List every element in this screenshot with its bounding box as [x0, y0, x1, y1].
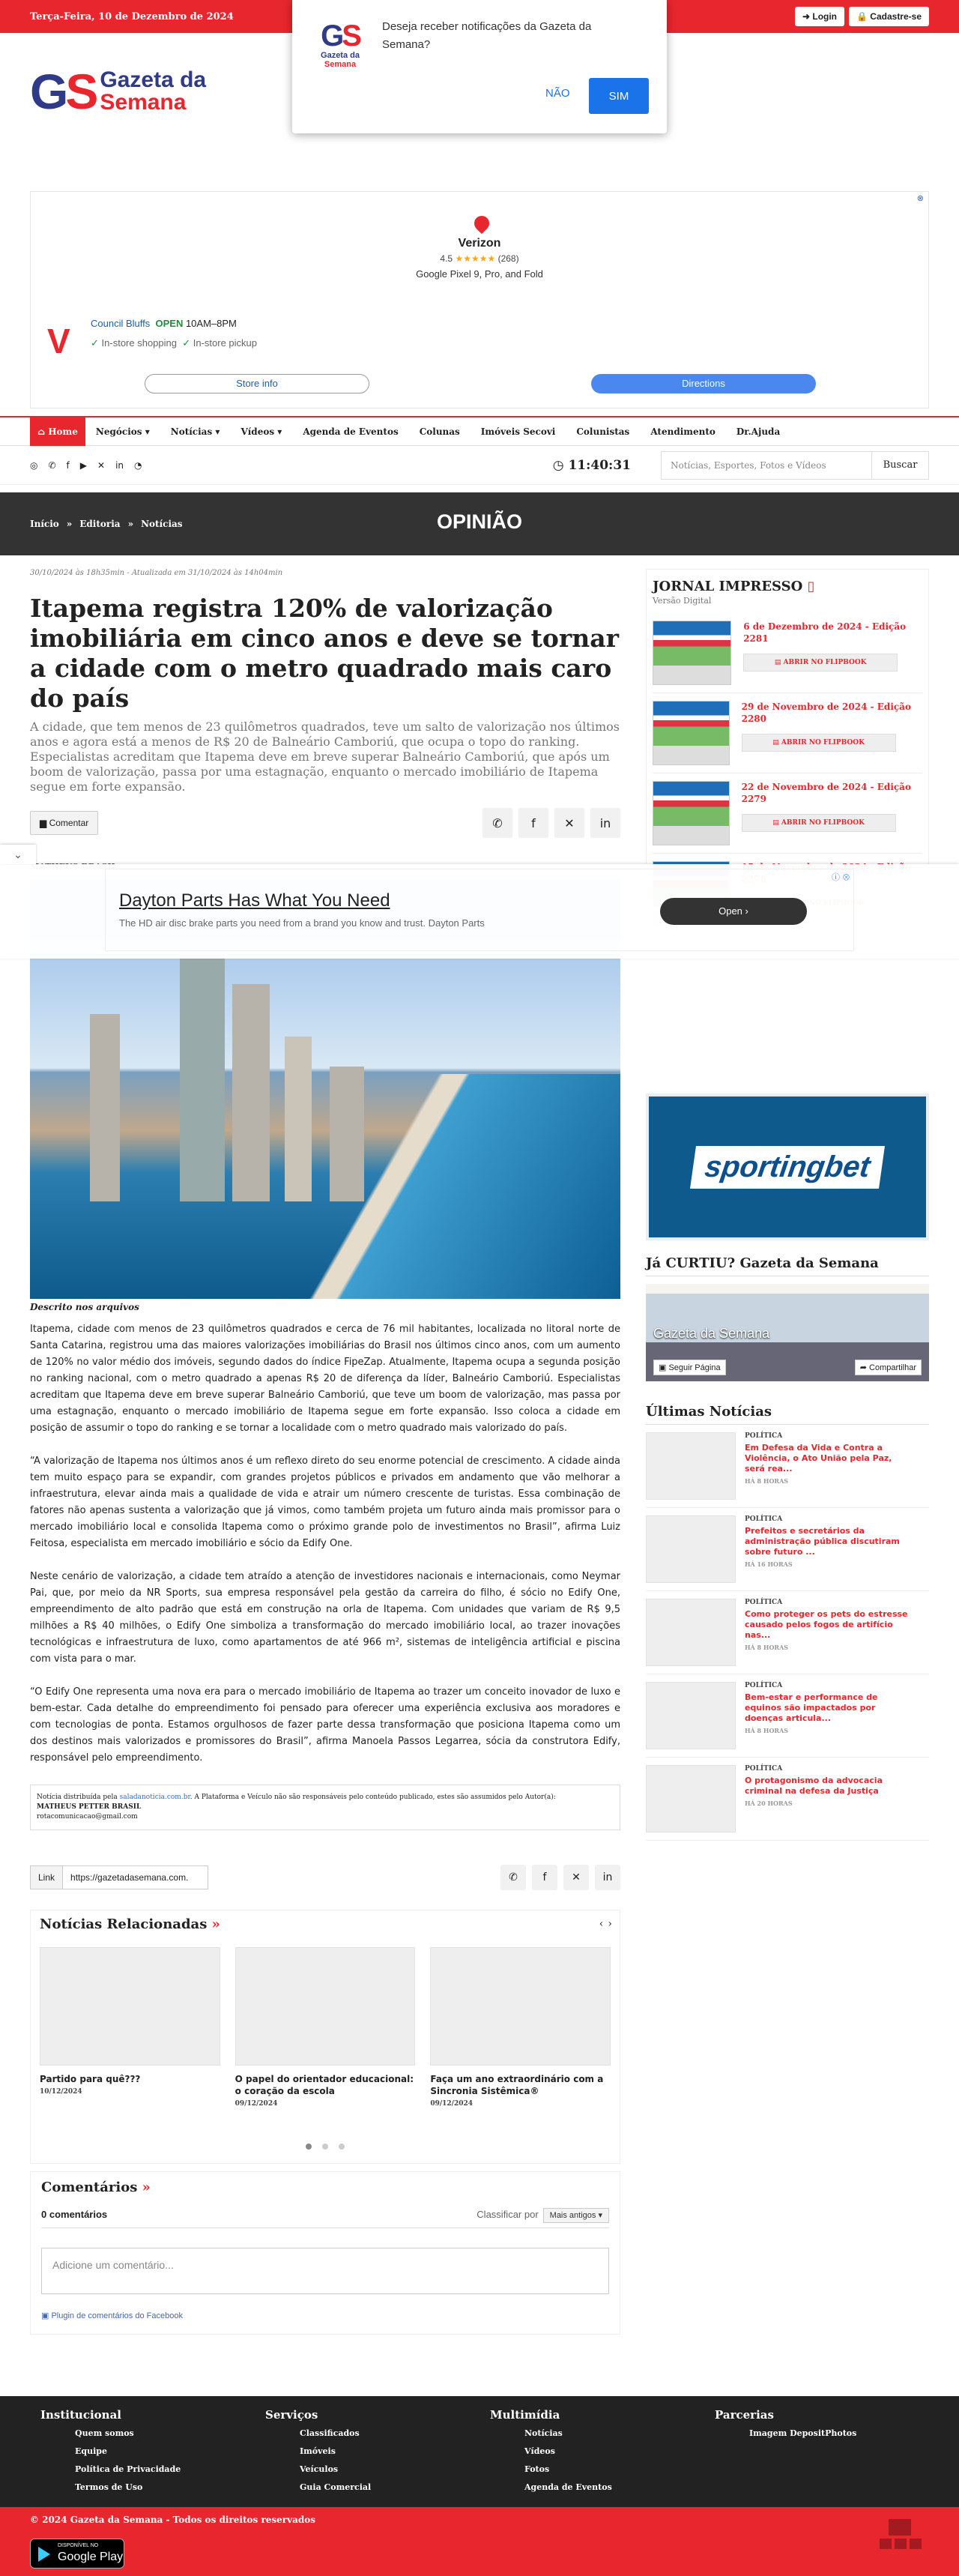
- carousel-dot[interactable]: [339, 2144, 345, 2150]
- news-category: POLÍTICA: [745, 1599, 783, 1606]
- latest-news-title: Últimas Notícias: [646, 1404, 929, 1425]
- footer-col-multimidia: [480, 2408, 704, 2497]
- nav-home[interactable]: [30, 417, 85, 446]
- news-thumb: [646, 1432, 736, 1500]
- comment-count: 0 comentários: [41, 2209, 108, 2220]
- notif-logo-g: G: [321, 19, 342, 52]
- latest-news-item[interactable]: [646, 1591, 929, 1674]
- news-title: Bem-estar e performance de equinos são impactados por doenças articula...: [745, 1692, 878, 1723]
- directions-button[interactable]: Directions: [591, 374, 816, 393]
- footer-heading: Serviços: [265, 2408, 318, 2422]
- linkedin-share-icon[interactable]: in: [595, 1865, 620, 1890]
- news-title: Como proteger os pets do estresse causado pelos fogos de artifício nas...: [745, 1609, 908, 1640]
- curtiu-title: Já CURTIU? Gazeta da Semana: [646, 1255, 929, 1276]
- login-label: Login: [812, 11, 838, 22]
- footer-link[interactable]: Veículos: [300, 2464, 339, 2474]
- ad-location: [91, 318, 237, 329]
- facebook-share-icon[interactable]: f: [532, 1865, 557, 1890]
- comments-title-text: Comentários: [41, 2180, 138, 2195]
- section-title: OPINIÃO: [436, 510, 522, 533]
- article-column: [30, 569, 620, 2335]
- notif-logo-s: S: [342, 19, 360, 52]
- fb-page-name: Gazeta da Semana: [653, 1326, 770, 1341]
- nav-agenda[interactable]: Agenda de Eventos: [303, 426, 399, 437]
- article-meta: 30/10/2024 às 18h35min - Atualizada em 31/10/2024 às 14h04min: [30, 569, 283, 577]
- jornal-title-text: JORNAL IMPRESSO: [653, 579, 803, 594]
- comment-label: Comentar: [49, 818, 89, 828]
- copyright-bar: [0, 2507, 959, 2576]
- edition-title: 29 de Novembro de 2024 - Edição 2280: [741, 702, 911, 724]
- nav-drajuda[interactable]: Dr.Ajuda: [736, 426, 781, 437]
- signup-label: Cadastre-se: [870, 11, 922, 22]
- flipbook-button[interactable]: [742, 814, 896, 832]
- ad-product: Google Pixel 9, Pro, and Fold: [416, 268, 543, 280]
- related-news: [30, 1910, 620, 2164]
- jornal-subtitle: Versão Digital: [653, 596, 712, 606]
- verizon-logo: V: [47, 322, 70, 361]
- comments-section: [30, 2171, 620, 2335]
- copyright-text: © 2024 Gazeta da Semana - Todos os direitos reservados: [30, 2515, 316, 2525]
- news-title: Prefeitos e secretários da administração pública discutiram sobre futuro ...: [745, 1526, 900, 1557]
- flipbook-label: ABRIR NO FLIPBOOK: [781, 739, 865, 746]
- footer-link[interactable]: Imóveis: [300, 2446, 336, 2456]
- notif-logo-line2: Semana: [324, 60, 357, 69]
- check-icon: ✓: [182, 337, 191, 349]
- pdf-icon: ▤: [774, 659, 784, 666]
- link-label: Link: [30, 1865, 63, 1889]
- utility-bar: [0, 446, 959, 485]
- signup-button[interactable]: [849, 7, 929, 26]
- x-share-icon[interactable]: ✕: [554, 808, 584, 838]
- footer-link[interactable]: Imagem DepositPhotos: [749, 2428, 857, 2438]
- google-play-icon: [38, 2547, 50, 2562]
- footer-link[interactable]: Termos de Uso: [75, 2482, 143, 2492]
- sidebar: [646, 569, 929, 2335]
- sportingbet-ad[interactable]: [646, 1094, 929, 1240]
- notif-logo-line1: Gazeta da: [321, 51, 360, 60]
- ad-open-status: OPEN: [155, 318, 184, 329]
- map-pin-icon: [471, 213, 492, 234]
- ad-choices-icon[interactable]: ⓘ ⊗: [831, 873, 850, 882]
- lock-icon: 🔒: [856, 11, 871, 22]
- chevron-icon: »: [142, 2180, 151, 2195]
- sort-label: Classificar por: [477, 2209, 539, 2220]
- footer: [0, 2396, 959, 2507]
- news-age: HÁ 8 HORAS: [745, 1644, 789, 1651]
- main-nav: [0, 416, 959, 446]
- related-card[interactable]: [40, 1947, 220, 2108]
- fb-share-label: Compartilhar: [869, 1363, 916, 1372]
- related-card[interactable]: [430, 1947, 611, 2108]
- whatsapp-share-icon[interactable]: ✆: [482, 808, 512, 838]
- whatsapp-icon[interactable]: ✆: [48, 460, 56, 471]
- edition-cover: [653, 701, 730, 765]
- article-lead: A cidade, que tem menos de 23 quilômetros quadrados, teve um salto de valorização nos últimos anos e agora está a menos de R$ 20 de Balneário Camboriú, que ocupa o topo do ranking. Especialistas acreditam que Itapema deve em breve superar Balneário Camboriú, que após um boom de valorização, passa por uma estagnação, enquanto o mercado imobiliário de Itapema segue em forte expansão.: [30, 720, 620, 794]
- logo-s: S: [65, 64, 96, 119]
- latest-news-item[interactable]: [646, 1674, 929, 1758]
- check-icon: ✓: [91, 337, 99, 349]
- ad-option-2: In-store pickup: [193, 337, 258, 349]
- gp-small-text: DISPONÍVEL NO: [58, 2543, 99, 2548]
- edition-item[interactable]: [653, 693, 922, 773]
- jornal-title: [653, 579, 922, 594]
- news-category: POLÍTICA: [745, 1515, 783, 1523]
- share-link: [30, 1865, 208, 1889]
- article-paragraph: Itapema, cidade com menos de 23 quilômetros quadrados e cerca de 76 mil habitantes, localizada no litoral norte de Santa Catarina, registrou uma das maiores valorizações imobiliárias do Brasil nos últimos cinco anos, com um aumento de 120% no valor médio dos imóveis, segundo dados do índice FipeZap. Atualmente, Itapema ocupa a segunda posição no ranking nacional, com o metro quadrado a apenas R$ 20 de diferença da líder, Balneário Camboriú. Especialistas acreditam que Itapema deve em breve superar Balneário Camboriú, que teve um boom de valorização, mas passa por uma estagnação, enquanto o mercado imobiliário de Itapema segue em forte expansão. Isso coloca a cidade em posição de assumir o topo do ranking e se tornar a localidade com o metro quadrado mais valorizado do país.: [30, 1324, 620, 1434]
- mobile-icon: ▯: [807, 579, 815, 594]
- rss-icon[interactable]: ◔: [134, 460, 142, 471]
- nav-videos[interactable]: [230, 417, 292, 446]
- caret-down-icon: ▾: [215, 426, 220, 437]
- news-thumb: [646, 1682, 736, 1749]
- note-prefix: Notícia distribuída pela: [37, 1794, 118, 1801]
- related-title: [40, 1916, 611, 1932]
- related-next-button[interactable]: ›: [608, 1918, 612, 1930]
- ad-review-count: (268): [497, 253, 519, 264]
- logo-line2: Semana: [100, 90, 187, 115]
- plugin-label: Plugin de comentários do Facebook: [51, 2311, 183, 2320]
- facebook-widget: [646, 1255, 929, 1381]
- ad-choices-icon[interactable]: ⊗: [916, 194, 924, 203]
- nav-label: Vídeos: [240, 426, 275, 437]
- breadcrumb-noticias[interactable]: Notícias: [141, 519, 183, 529]
- home-icon: ⌂: [37, 426, 49, 437]
- footer-link[interactable]: Guia Comercial: [300, 2482, 372, 2492]
- pdf-icon: ▤: [772, 739, 781, 746]
- fb-follow-label: Seguir Página: [668, 1363, 721, 1372]
- photo-caption: Descrito nos arquivos: [30, 1302, 139, 1312]
- x-share-icon[interactable]: ✕: [563, 1865, 589, 1890]
- ad-rating-value: 4.5: [440, 253, 453, 264]
- comments-title: [41, 2180, 609, 2195]
- article-title: Itapema registra 120% de valorização imobiliária em cinco anos e deve se tornar a cidade com o metro quadrado mais caro do país: [30, 594, 620, 713]
- facebook-plugin-link[interactable]: [41, 2311, 609, 2320]
- footer-heading: Institucional: [40, 2408, 121, 2422]
- distribution-note: [30, 1785, 620, 1830]
- search-input[interactable]: Notícias, Esportes, Fotos e Vídeos: [661, 451, 872, 480]
- ad-headline[interactable]: Dayton Parts Has What You Need: [119, 890, 390, 911]
- facebook-page-cover[interactable]: [646, 1284, 929, 1381]
- fb-share-button[interactable]: [855, 1360, 922, 1375]
- comment-sort: [477, 2209, 609, 2220]
- news-category: POLÍTICA: [745, 1432, 783, 1440]
- anchor-ad[interactable]: [0, 848, 959, 959]
- notification-logo: [312, 21, 369, 73]
- ad-city: Council Bluffs: [91, 318, 151, 329]
- clock: [553, 458, 631, 473]
- article-paragraph: Neste cenário de valorização, a cidade tem atraído a atenção de investidores nacionais e internacionais, como Neymar Pai, que, por meio da NR Sports, sua empresa responsável pela gestão da carreira do filho, é sócio no Edify One, empreendimento de alto padrão que está em construção na orla de Itapema. Com unidades que variam de R$ 9,5 milhões a R$ 40 milhões, o Edify One simboliza a transformação do mercado imobiliário local, ao trazer inovações tecnológicas e infraestrutura de luxo, como apartamentos de até 966 m², sistemas de inteligência artificial e piscina com vista para o mar.: [30, 1571, 620, 1665]
- footer-link[interactable]: Classificados: [300, 2428, 360, 2438]
- note-email: rotacomunicacao@gmail.com: [37, 1813, 138, 1821]
- edition-item[interactable]: [653, 773, 922, 854]
- gp-big-text: Google Play: [58, 2551, 124, 2563]
- related-card-title: O papel do orientador educacional: o coração da escola: [235, 2074, 414, 2096]
- facebook-share-icon[interactable]: f: [518, 808, 548, 838]
- login-icon: ➜: [802, 11, 813, 22]
- nav-negocios[interactable]: [85, 417, 160, 446]
- current-date: Terça-Feira, 10 de Dezembro de 2024: [30, 10, 234, 22]
- notification-prompt: [292, 0, 667, 133]
- related-prev-button[interactable]: ‹: [599, 1918, 604, 1930]
- search-button[interactable]: Buscar: [872, 451, 929, 480]
- linkedin-share-icon[interactable]: in: [590, 808, 620, 838]
- pdf-icon: ▤: [772, 819, 781, 827]
- footer-link[interactable]: Notícias: [524, 2428, 563, 2438]
- comment-button[interactable]: [30, 811, 98, 835]
- nav-atendimento[interactable]: Atendimento: [650, 426, 716, 437]
- flipbook-label: ABRIR NO FLIPBOOK: [783, 659, 867, 666]
- edition-cover: [653, 621, 731, 685]
- footer-col-parcerias: [704, 2408, 929, 2497]
- footer-heading: Multimídia: [490, 2408, 560, 2422]
- breadcrumb-editoria[interactable]: Editoria: [79, 519, 121, 529]
- edition-cover: [653, 781, 730, 845]
- nav-noticias[interactable]: [160, 417, 231, 446]
- nav-label: Negócios: [95, 426, 142, 437]
- footer-link[interactable]: Equipe: [75, 2446, 107, 2456]
- edition-title: 6 de Dezembro de 2024 - Edição 2281: [743, 621, 907, 644]
- breadcrumb-separator: »: [127, 519, 134, 529]
- article-paragraph: “O Edify One representa uma nova era para o mercado imobiliário de Itapema ao trazer um conceito inovador de luxo e bem-estar. Cada detalhe do empreendimento foi pensado para oferecer uma experiência exclusiva aos moradores e com tecnologias de ponta. Estamos orgulhosos de fazer parte dessa transformação que posiciona Itapema como um dos destinos mais valorizados e promissores do Brasil”, afirma Manoela Passos Legarrea, sócia da construtora Edify, responsável pelo empreendimento.: [30, 1686, 620, 1764]
- related-card-title: Faça um ano extraordinário com a Sincronia Sistêmica®: [430, 2074, 604, 2096]
- related-card-date: 10/12/2024: [40, 2088, 82, 2096]
- logo-line1: Gazeta da: [100, 67, 207, 92]
- nav-imoveis[interactable]: Imóveis Secovi: [480, 426, 556, 437]
- news-title: Em Defesa da Vida e Contra a Violência, o Ato União pela Paz, será rea...: [745, 1443, 892, 1473]
- related-card-date: 09/12/2024: [430, 2100, 474, 2108]
- news-age: HÁ 20 HORAS: [745, 1800, 793, 1807]
- whatsapp-share-icon[interactable]: ✆: [500, 1865, 526, 1890]
- ad-hours: 10AM–8PM: [185, 318, 237, 329]
- news-age: HÁ 8 HORAS: [745, 1727, 789, 1734]
- sportingbet-logo: sportingbet: [690, 1146, 885, 1189]
- article-paragraph: “A valorização de Itapema nos últimos anos é um reflexo direto do seu enorme potencial de crescimento. A cidade ainda tem muito espaço para se expandir, com grandes projetos públicos e privados em andamento que vão melhorar a infraestrutura, elevar ainda mais a qualidade de vida e atrair um número crescente de turistas. Essa combinação de fatores não apenas sustenta a valorização que já vimos, como também projeta um futuro ainda mais promissor para o mercado imobiliário local e consolida Itapema como o próximo grande polo de investimentos no Brasil”, afirma Luiz Feitosa, especialista em mercado imobiliário e sócio da Edify One.: [30, 1456, 620, 1549]
- news-category: POLÍTICA: [745, 1682, 783, 1689]
- sort-value: Mais antigos: [549, 2211, 596, 2220]
- related-title-text: Notícias Relacionadas: [40, 1916, 208, 1932]
- latest-news: [646, 1404, 929, 1841]
- flipbook-button[interactable]: [743, 654, 898, 672]
- breadcrumb-inicio[interactable]: Início: [30, 519, 59, 529]
- fb-follow-button[interactable]: [653, 1360, 726, 1375]
- link-url-field[interactable]: https://gazetadasemana.com.: [63, 1865, 208, 1889]
- sort-select[interactable]: Mais antigos ▾: [543, 2208, 609, 2223]
- flipbook-label: ABRIR NO FLIPBOOK: [781, 819, 865, 827]
- footer-col-institucional: [30, 2408, 255, 2497]
- google-play-badge[interactable]: [30, 2539, 124, 2569]
- ad-options: [91, 337, 257, 349]
- carousel-dots: [40, 2144, 611, 2150]
- star-icons: ★★★★★: [455, 253, 496, 264]
- ad-text: The HD air disc brake parts you need from a brand you know and trust. Dayton Parts: [119, 917, 485, 929]
- notification-message: Deseja receber notificações da Gazeta da Semana?: [382, 20, 592, 51]
- note-suffix: . A Plataforma e Veículo não são responsáveis pelo conteúdo publicado, estes são assumidos pelo Autor(a):: [190, 1794, 556, 1801]
- clock-icon: ◷: [552, 458, 569, 473]
- carousel-dot[interactable]: [322, 2144, 328, 2150]
- ad-open-label: Open: [719, 905, 742, 917]
- clock-time: 11:40:31: [568, 458, 631, 473]
- note-author: MATHEUS PETTER BRASIL: [37, 1803, 142, 1811]
- footer-heading: Parcerias: [715, 2408, 774, 2422]
- note-source-link[interactable]: saladanoticia.com.br: [119, 1794, 190, 1801]
- nav-label: Notícias: [170, 426, 213, 437]
- app-grid-icon[interactable]: [880, 2519, 922, 2558]
- footer-link[interactable]: Política de Privacidade: [75, 2464, 181, 2474]
- facebook-icon: ▣: [41, 2311, 52, 2320]
- comment-icon: ▆: [40, 818, 49, 828]
- chevron-right-icon: ›: [745, 905, 748, 917]
- nav-home-label: Home: [48, 426, 78, 437]
- nav-colunistas[interactable]: Colunistas: [576, 426, 630, 437]
- caret-down-icon: ▾: [145, 426, 150, 437]
- facebook-icon: ▣: [659, 1363, 669, 1372]
- store-info-button[interactable]: Store info: [145, 374, 369, 393]
- ad-brand: Verizon: [458, 237, 501, 250]
- news-age: HÁ 16 HORAS: [745, 1560, 793, 1568]
- related-card-date: 09/12/2024: [235, 2100, 278, 2108]
- carousel-dot[interactable]: [306, 2144, 312, 2150]
- login-button[interactable]: [795, 7, 844, 26]
- footer-col-servicos: [255, 2408, 480, 2497]
- notification-yes-button[interactable]: SIM: [589, 78, 649, 114]
- latest-news-item[interactable]: [646, 1425, 929, 1508]
- ad-option-1: In-store shopping: [101, 337, 177, 349]
- comment-input[interactable]: Adicione um comentário...: [41, 2248, 609, 2294]
- breadcrumb-separator: »: [66, 519, 73, 529]
- news-category: POLÍTICA: [745, 1765, 783, 1773]
- footer-link[interactable]: Fotos: [524, 2464, 550, 2474]
- footer-link[interactable]: Quem somos: [75, 2428, 134, 2438]
- related-card-title: Partido para quê???: [40, 2074, 141, 2084]
- edition-item[interactable]: [653, 613, 922, 693]
- news-thumb: [646, 1765, 736, 1833]
- caret-down-icon: ▾: [277, 426, 282, 437]
- news-title: O protagonismo da advocacia criminal na defesa da Justiça: [745, 1776, 883, 1796]
- facebook-icon[interactable]: f: [66, 460, 70, 471]
- x-twitter-icon[interactable]: ✕: [97, 460, 106, 471]
- youtube-icon[interactable]: ▶: [79, 460, 88, 471]
- share-icon: ➦: [859, 1363, 870, 1372]
- latest-news-item[interactable]: [646, 1758, 929, 1841]
- news-thumb: [646, 1599, 736, 1666]
- section-band: [0, 492, 959, 555]
- chevron-icon: »: [211, 1916, 220, 1932]
- ad-open-button[interactable]: [660, 898, 807, 925]
- linkedin-icon[interactable]: in: [115, 460, 124, 471]
- collapse-ad-button[interactable]: ⌄: [0, 845, 36, 864]
- nav-colunas[interactable]: Colunas: [419, 426, 460, 437]
- related-card[interactable]: [235, 1947, 416, 2108]
- ad-banner-top[interactable]: [30, 191, 929, 408]
- latest-news-item[interactable]: [646, 1508, 929, 1591]
- footer-link[interactable]: Vídeos: [524, 2446, 555, 2456]
- instagram-icon[interactable]: ◎: [30, 460, 38, 471]
- site-logo[interactable]: [30, 64, 207, 119]
- footer-link[interactable]: Agenda de Eventos: [524, 2482, 612, 2492]
- news-age: HÁ 8 HORAS: [745, 1477, 789, 1485]
- related-image: [430, 1947, 611, 2066]
- related-image: [235, 1947, 416, 2066]
- ad-rating: [31, 253, 928, 264]
- article-body: [30, 1321, 620, 1767]
- news-thumb: [646, 1515, 736, 1583]
- related-image: [40, 1947, 220, 2066]
- notification-no-button[interactable]: NÃO: [545, 87, 570, 100]
- logo-g: G: [30, 64, 66, 119]
- flipbook-button[interactable]: [742, 734, 896, 752]
- edition-title: 22 de Novembro de 2024 - Edição 2279: [741, 782, 911, 804]
